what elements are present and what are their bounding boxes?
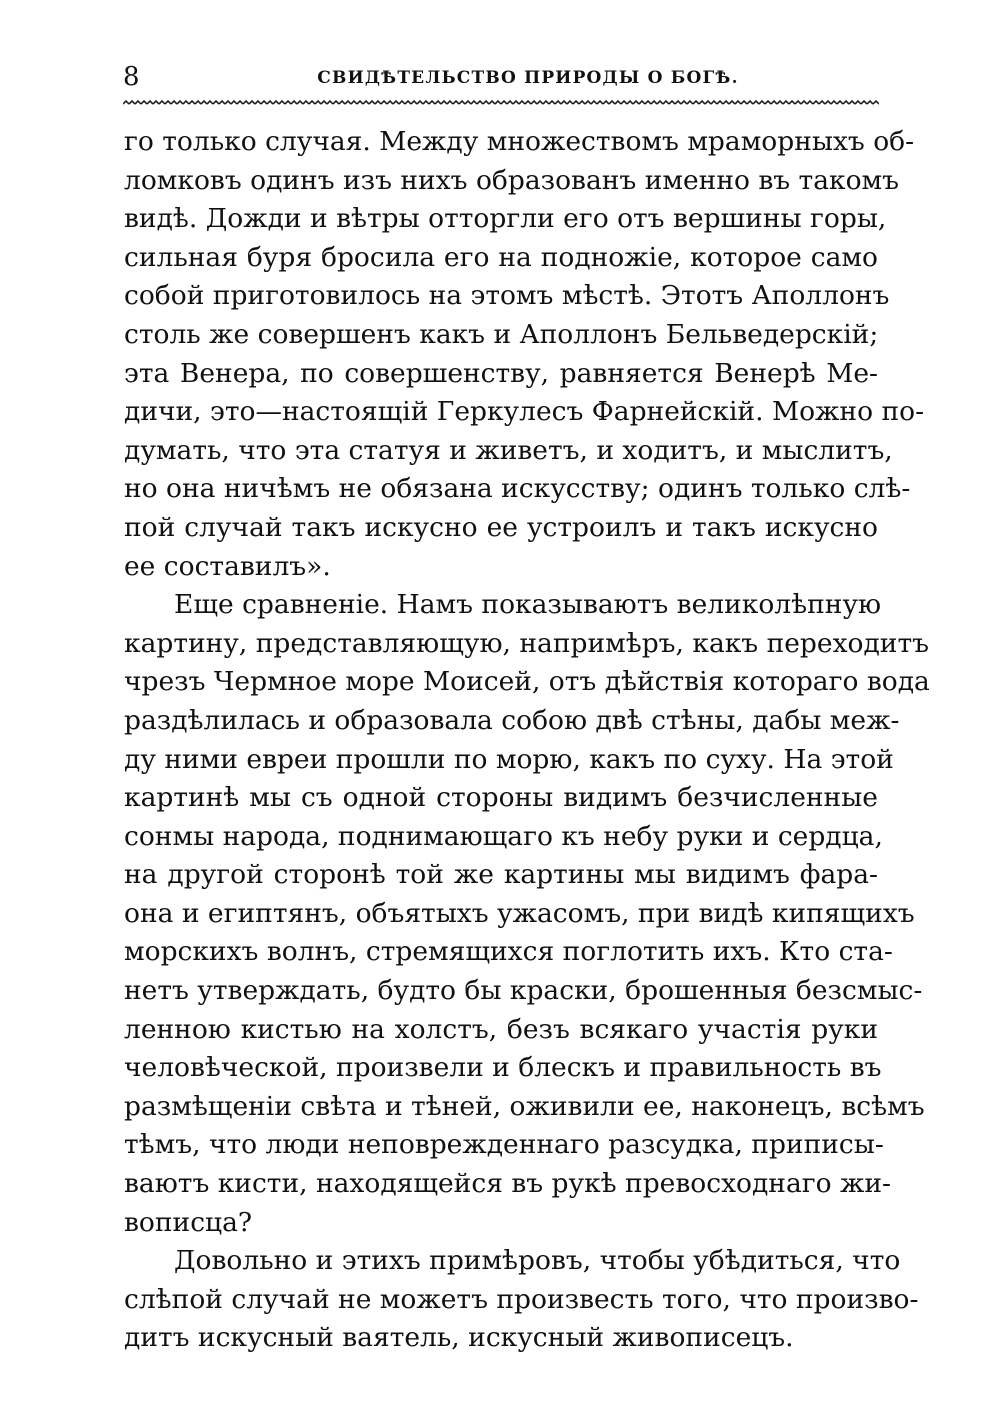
page-number: 8: [123, 62, 140, 92]
text-line: ду ними евреи прошли по морю, какъ по суху. На этой: [124, 743, 894, 775]
text-line: но она ничѣмъ не обязана искусству; одинъ только слѣ-: [124, 473, 911, 505]
text-line: ее составилъ».: [124, 550, 331, 582]
text-line: картинѣ мы съ одной стороны видимъ безчисленные: [124, 782, 878, 814]
paragraph-3: [124, 1242, 919, 1358]
text-line: раздѣлилась и образовала собою двѣ стѣны, дабы меж-: [124, 704, 900, 736]
text-line: столь же совершенъ какъ и Аполлонъ Бельведерскій;: [124, 318, 879, 350]
text-line: эта Венера, по совершенству, равняется Венерѣ Ме-: [124, 357, 878, 389]
text-line: пой случай такъ искусно ее устроилъ и такъ искусно: [124, 511, 878, 543]
text-line: ваютъ кисти, находящейся въ рукѣ превосходнаго жи-: [124, 1168, 892, 1200]
text-line: ленною кистью на холстъ, безъ всякаго участія руки: [124, 1013, 878, 1045]
text-line: на другой сторонѣ той же картины мы видимъ фара-: [124, 859, 878, 891]
ornamental-rule: [123, 100, 879, 106]
text-line: го только случая. Между множествомъ мраморныхъ об-: [124, 126, 915, 157]
text-line: размѣщеніи свѣта и тѣней, оживили ее, наконецъ, всѣмъ: [124, 1090, 925, 1122]
text-line: вописца?: [124, 1206, 253, 1238]
text-line: слѣпой случай не можетъ произвесть того, что произво-: [124, 1283, 919, 1315]
text-line: чрезъ Чермное море Моисей, отъ дѣйствія котораго вода: [124, 666, 930, 698]
text-line: сильная буря бросила его на подножіе, которое само: [124, 241, 878, 273]
text-line: ломковъ одинъ изъ нихъ образованъ именно въ такомъ: [124, 164, 900, 196]
text-line: думать, что эта статуя и живетъ, и ходитъ, и мыслитъ,: [124, 434, 893, 466]
text-line: картину, представляющую, напримѣръ, какъ переходитъ: [124, 627, 929, 659]
running-title: СВИДѢТЕЛЬСТВО ПРИРОДЫ О БОГѢ.: [317, 68, 739, 88]
paragraph-2: [124, 586, 930, 1242]
text-line: сонмы народа, поднимающаго къ небу руки и сердца,: [124, 820, 883, 852]
paragraph-1: [124, 123, 925, 586]
text-line: морскихъ волнъ, стремящихся поглотить ихъ. Кто ста-: [124, 936, 893, 968]
text-line: человѣческой, произвели и блескъ и правильность въ: [124, 1052, 882, 1084]
body-text: [124, 123, 930, 1358]
text-line: она и египтянъ, объятыхъ ужасомъ, при видѣ кипящихъ: [124, 897, 915, 929]
text-line: дитъ искусный ваятель, искусный живописецъ.: [124, 1322, 794, 1354]
text-line: Довольно и этихъ примѣровъ, чтобы убѣдиться, что: [174, 1245, 901, 1277]
text-line: нетъ утверждать, будто бы краски, брошенныя безсмыс-: [124, 975, 923, 1007]
text-line: дичи, это—настоящій Геркулесъ Фарнейскій. Можно по-: [124, 396, 925, 428]
text-line: собой приготовилось на этомъ мѣстѣ. Этотъ Аполлонъ: [124, 280, 890, 312]
text-line: видѣ. Дожди и вѣтры отторгли его отъ вершины горы,: [124, 203, 887, 235]
text-line: Еще сравненіе. Намъ показываютъ великолѣпную: [174, 589, 882, 621]
text-line: тѣмъ, что люди неповрежденнаго разсудка, приписы-: [124, 1129, 884, 1161]
